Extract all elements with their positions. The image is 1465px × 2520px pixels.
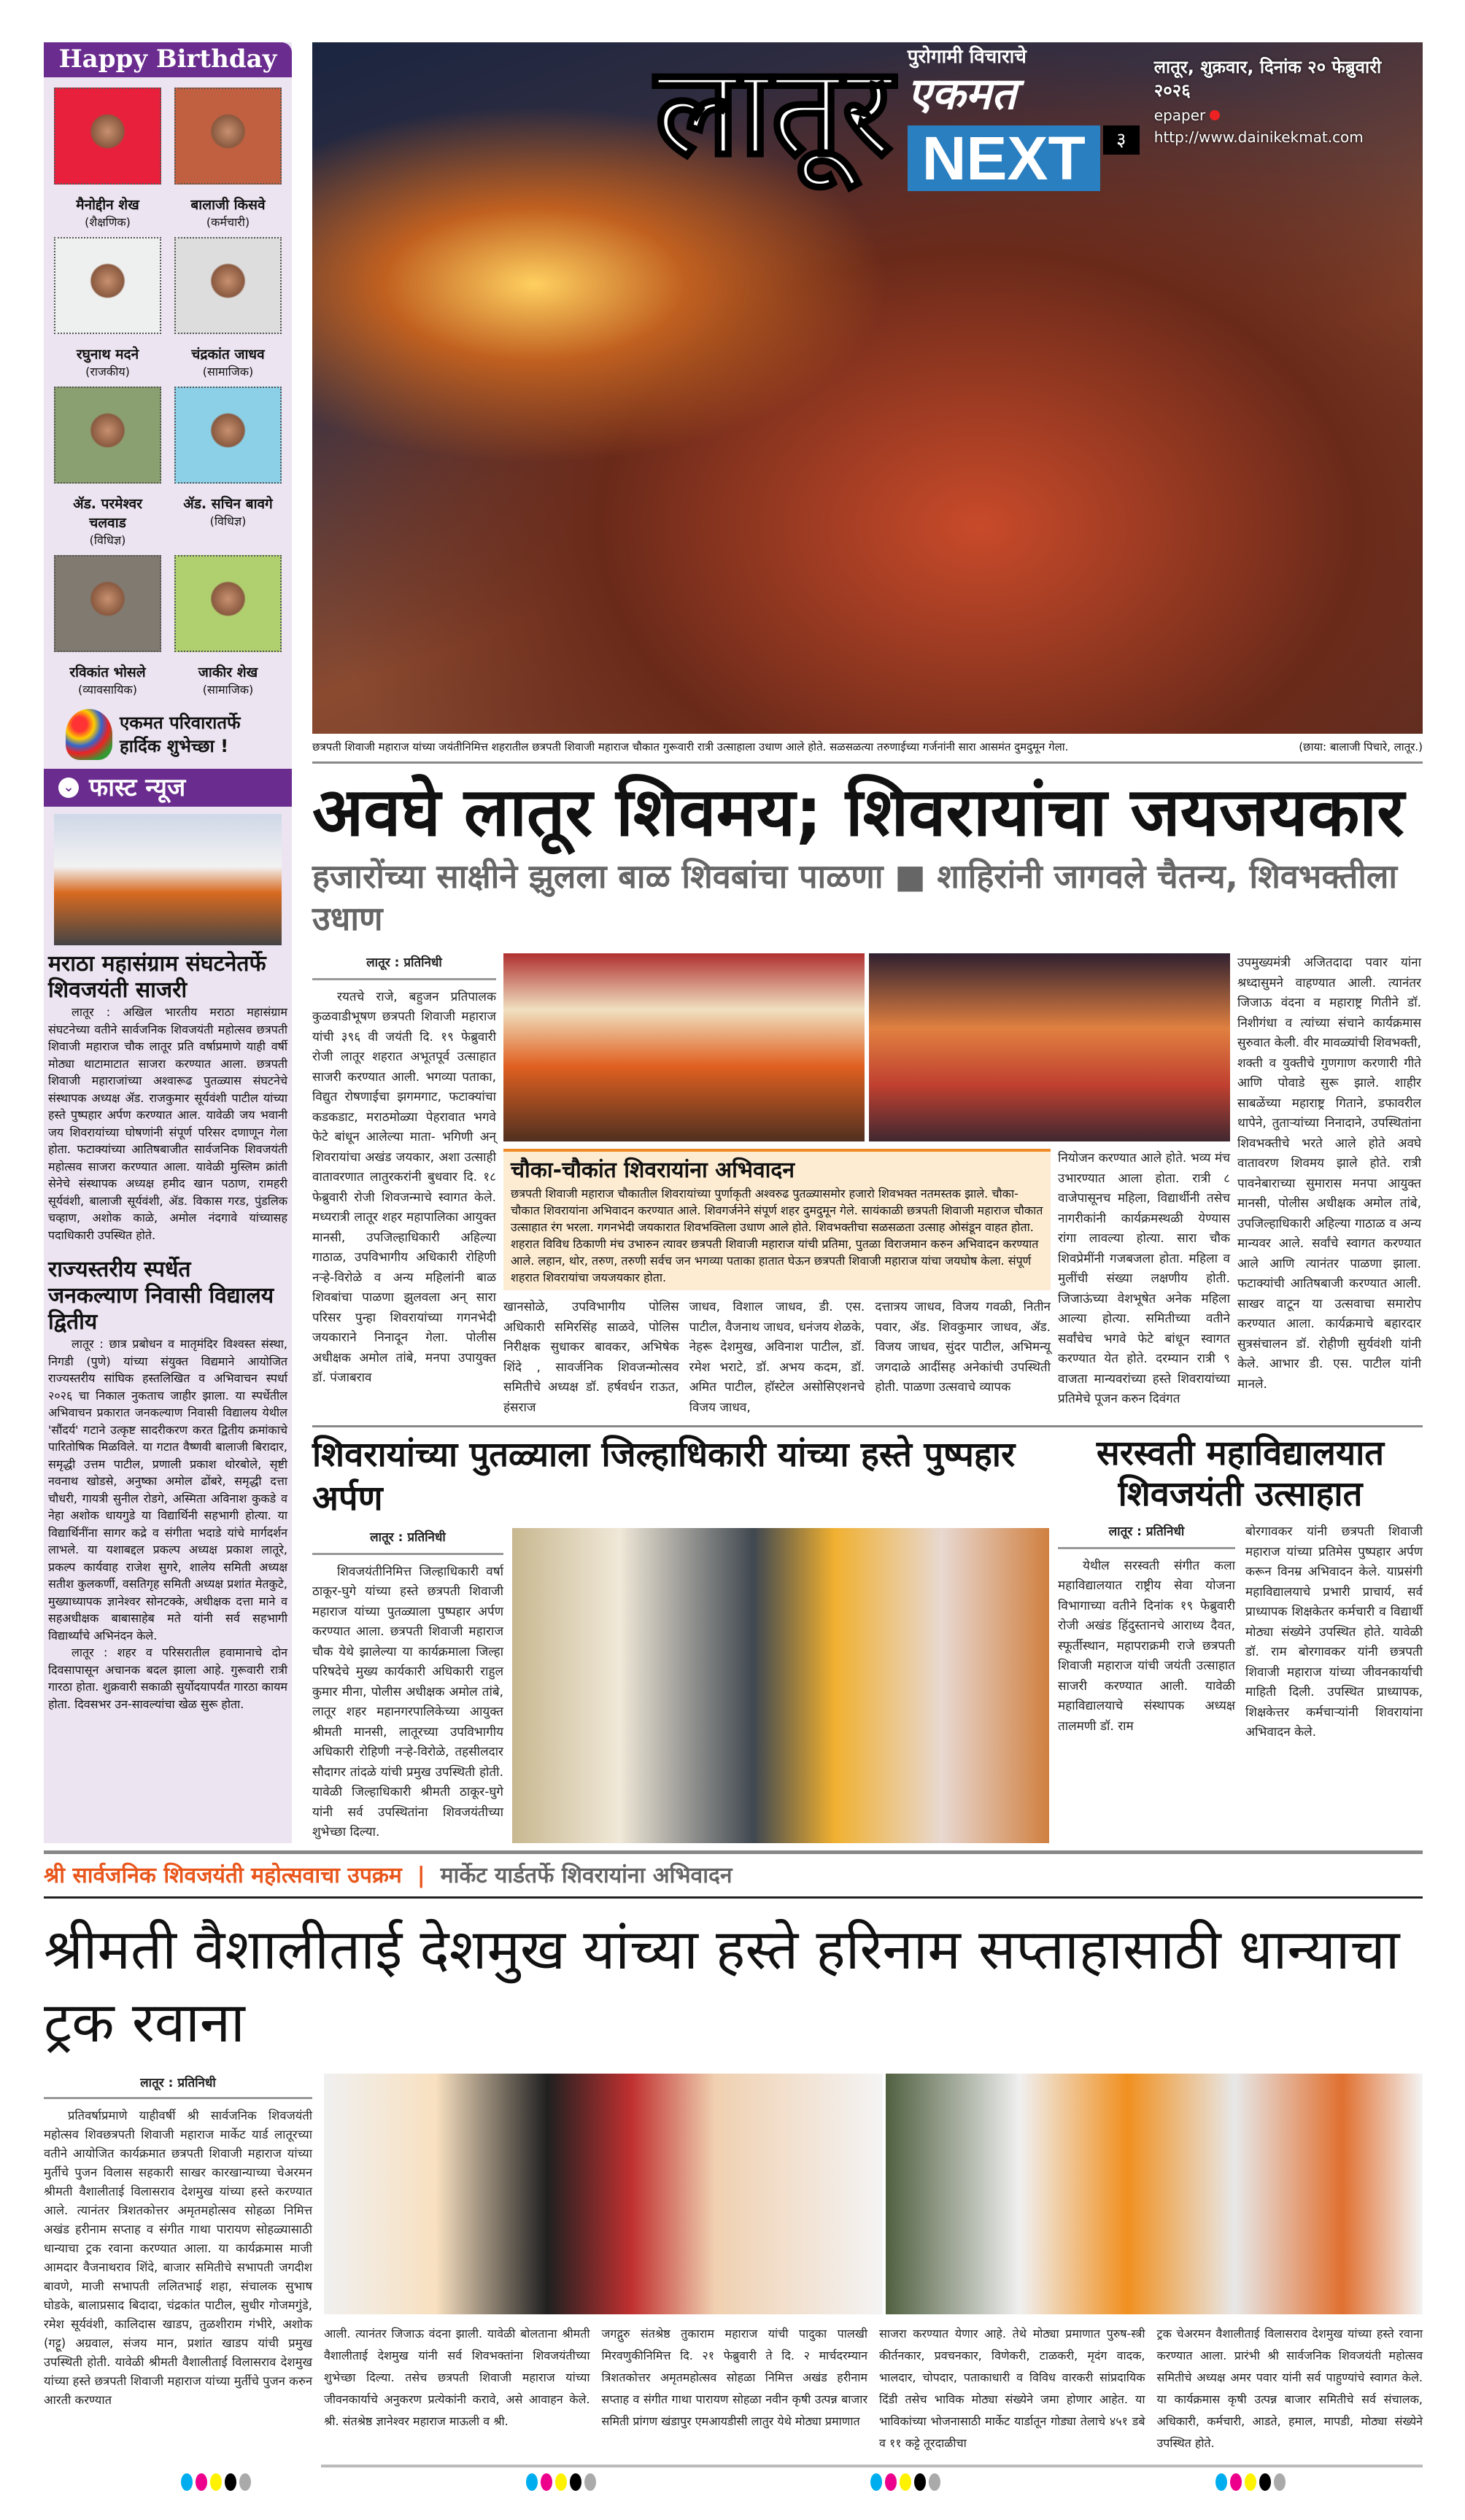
- wish-line2: हार्दिक शुभेच्छा !: [120, 736, 229, 756]
- register-dot: [1259, 2473, 1271, 2491]
- lead-caption: छत्रपती शिवाजी महाराज यांच्या जयंतीनिमित्त शहरातील छत्रपती शिवाजी महाराज चौकात गुरूवारी रात्री उत्साहाला उधाण आले होते. सळसळत्या तरुणाईच्या गर्जनांनी सारा आसमंत दुमदुमून गेला.: [312, 740, 1069, 753]
- masthead-tagline: पुरोगामी विचाराचे: [907, 46, 1027, 68]
- register-dot: [900, 2473, 911, 2491]
- kicker: श्री सार्वजनिक शिवजयंती महोत्सवाचा उपक्रम | मार्केट यार्डतर्फे शिवरायांना अभिवादन: [44, 1862, 732, 1888]
- register-dot: [210, 2473, 222, 2491]
- register-dot: [584, 2473, 596, 2491]
- person-role: (कर्मचारी): [206, 215, 250, 229]
- collector-headline: शिवरायांच्या पुतळ्याला जिल्हाधिकारी यांच्या हस्ते पुष्पहार अर्पण: [312, 1435, 1016, 1519]
- fast-news-header: [44, 769, 292, 807]
- saraswati-body: बोरगावकर यांनी छत्रपती शिवाजी महाराज यांच्या प्रतिमेस पुष्पहार अर्पण करून विनम्र अभिवादन केले. याप्रसंगी महाविद्यालयाचे प्रभारी प्राचार्य, सर्व प्राध्यापक शिक्षकेतर कर्मचारी व विद्यार्थी मोठ्या संख्येने उपस्थित होते. यावेळी डॉ. राम बोरगावकर यांनी छत्रपती शिवाजी महाराज यांच्या जीवनकार्याची माहिती दिली. उपस्थित प्राध्यापक, शिक्षकेत्तर कर्मचाऱ्यांनी शिवरायांना अभिवादन केले.: [1245, 1524, 1423, 1740]
- person-name: जाकीर शेख: [198, 664, 258, 681]
- person-photo: [54, 88, 161, 185]
- sidebar-box: [503, 1149, 1051, 1290]
- person-role: (राजकीय): [85, 365, 130, 379]
- bottom-body: प्रतिवर्षाप्रमाणे याहीवर्षी श्री सार्वजनिक शिवजयंती महोत्सव शिवछत्रपती शिवाजी महाराज मार्केट यार्ड लातूरच्या वतीने आयोजित कार्यक्रमात छत्रपती शिवाजी महाराज यांच्या मुर्तीचे पुजन विलास सहकारी साखर कारखान्याच्या चेअरमन श्रीमती वैशालीताई विलासराव देशमुख यांच्या हस्ते करण्यात आले. त्यानंतर त्रिशतकोत्तर अमृतमहोत्सव सोहळा निमित्त अखंड हरीनाम सप्ताह व संगीत गाथा पारायण सोहळ्यासाठी धान्याचा ट्रक रवाना करण्यात आला. या कार्यक्रमास माजी आमदार वैजनाथराव शिंदे, बाजार समितीचे सभापती जगदीश बावणे, माजी सभापती ललितभाई शहा, संचालक सुभाष घोडके, बालाप्रसाद बिदादा, चंद्रकांत पाटील, सुधीर गोजमगुंडे, रमेश सूर्यवंशी, कालिदास खाडप, तुळशीराम गंभीरे, अशोक (गट्टू) अग्रवाल, संजय मान, प्रशांत खाडप यांची प्रमुख उपस्थिती होती. यावेळी श्रीमती वैशालीताई विलासराव देशमुख यांच्या हस्ते छत्रपती शिवाजी महाराज यांच्या मुर्तीचे पुजन करुन आरती करण्यात: [44, 2108, 312, 2407]
- birthday-person: [174, 88, 282, 237]
- register-dot: [1215, 2473, 1227, 2491]
- lead-body: रयतचे राजे, बहुजन प्रतिपालक कुळवाडीभूषण छत्रपती शिवाजी महाराज यांची ३९६ वी जयंती दि. १९ फेब्रुवारी रोजी लातूर शहरात अभूतपूर्व उत्साहात साजरी करण्यात आली. भगव्या पताका, विद्युत रोषणाईचा झगमगाट, फटाक्यांचा कडकडाट, मराठमोळ्या पेहरावात भगवे फेटे बांधून आलेल्या माता- भगिणी अन् शिवरायांचा अखंड जयकार, अशा उत्साही वातावरणात लातुरकरांनी बुधवार दि. १८ फेब्रुवारी रोजी शिवजन्माचे स्वागत केले. मध्यरात्री लातूर शहर महापालिका आयुक्त मानसी, उपजिल्हाधिकारी अहिल्या गाठाळ, उपविभागीय अधिकारी रोहिणी नऱ्हे-विरोळे व अन्य महिलांनी बाळ शिवबांचा पाळणा झुलवला अन् सारा परिसर पुन्हा शिवरायांच्या गगनभेदी जयकाराने निनादून गेला. पोलीस अधीक्षक अमोल तांबे, मनपा उपायुक्त डॉ. पंजाबराव: [312, 989, 496, 1385]
- person-name: बालाजी किसवे: [190, 197, 266, 213]
- register-dot: [225, 2473, 236, 2491]
- photo-credit: (छाया: बालाजी पिचारे, लातूर.): [1299, 740, 1423, 753]
- register-dot: [555, 2473, 567, 2491]
- register-dot: [1274, 2473, 1286, 2491]
- bottom-headline: श्रीमती वैशालीताई देशमुख यांच्या हस्ते हरिनाम सप्ताहासाठी धान्याचा ट्रक रवाना: [44, 1916, 1400, 2055]
- dateline: लातूर : प्रतिनिधी: [312, 953, 496, 980]
- box-title: चौका-चौकांत शिवरायांना अभिवादन: [511, 1158, 795, 1183]
- register-dot: [570, 2473, 581, 2491]
- divider: [312, 1425, 1423, 1427]
- masthead-city: लातूर: [655, 39, 893, 184]
- birthday-person: [54, 555, 161, 705]
- lead-subhead: हजारोंच्या साक्षीने झुलला बाळ शिवबांचा पाळणा ■ शाहिरांनी जागवले चैतन्य, शिवभक्तीला उधाण: [312, 857, 1398, 938]
- fast-news-label: फास्ट न्यूज: [89, 773, 186, 802]
- sidebar-article-title: राज्यस्तरीय स्पर्धेत जनकल्याण निवासी विद्यालय द्वितीय: [48, 1257, 274, 1335]
- box-body: छत्रपती शिवाजी महाराज चौकातील शिवरायांच्या पुर्णाकृती अश्वरुढ पुतळ्यासमोर हजारो शिवभक्त नतमस्तक झाले. चौका-चौकात शिवरायांना अभिवादन करण्यात आले. शिवगर्जनेने संपूर्ण शहर दुमदुमून गेले. सायंकाळी छत्रपती शिवाजी महाराज चौकात उत्साहात रंग भरला. गगनभेदी जयकारात शिवभक्तिला उधाण आले होते. शिवभक्तीचा सळसळता उत्साह ओसंडून वाहत होता. शहरात विविध ठिकाणी मंच उभारुन त्यावर छत्रपती शिवाजी महाराज यांची प्रतिमा, पुतळा विराजमान करुन अभिवादन करण्यात आले. लहान, थोर, तरुण, तरुणी सर्वच जन भगव्या पताका हातात घेऊन छत्रपती शिवाजी महाराज यांचा जयघोष केला. संपूर्ण शहरात शिवरायांचा जयजयकार होता.: [511, 1187, 1043, 1284]
- saraswati-headline: सरस्वती महाविद्यालयात शिवजयंती उत्साहात: [1096, 1433, 1385, 1514]
- register-dot: [526, 2473, 538, 2491]
- person-photo: [54, 237, 161, 334]
- birthday-person: [174, 555, 282, 705]
- register-dot: [196, 2473, 207, 2491]
- lead-body: खानसोळे, उपविभागीय पोलिस अधिकारी समिरसिंह साळवे, पोलिस निरीक्षक सुधाकर बावकर, अभिषेक शिंदे , सावर्जनिक शिवजन्मोत्सव समितीचे अध्यक्ष डॉ. हर्षवर्धन राऊत, हंसराज: [503, 1300, 679, 1415]
- dateline: लातूर : प्रतिनिधी: [312, 1528, 503, 1555]
- masthead: [655, 39, 1415, 193]
- person-role: (शैक्षणिक): [85, 215, 131, 229]
- epaper-url[interactable]: http://www.dainikekmat.com: [1153, 128, 1364, 146]
- cursor-arrow-icon: [1210, 110, 1220, 120]
- kicker-main: श्री सार्वजनिक शिवजयंती महोत्सवाचा उपक्रम: [44, 1862, 402, 1888]
- dateline: लातूर : प्रतिनिधी: [44, 2074, 312, 2099]
- bottom-body: साजरा करण्यात येणार आहे. तेथे मोठ्या प्रमाणात पुरुष-स्त्री कीर्तनकार, प्रवचनकार, विणेकरी, टाळकरी, मृदंग वादक, भालदार, चोपदार, पताकाधारी व विविध वारकरी सांप्रदायिक दिंडी तसेच भाविक मोठ्या संख्येने जमा होणार आहेत. या भाविकांच्या भोजनासाठी मार्केट यार्डातून गोड्या तेलाचे ४५१ डबे व ११ कट्टे तूरदाळीचा: [879, 2326, 1145, 2450]
- saraswati-body: येथील सरस्वती संगीत कला महाविद्यालयात राष्ट्रीय सेवा योजना विभागाच्या वतीने दिनांक १९ फेब्रुवारी रोजी अखंड हिंदुस्तानचे आराध्य दैवत, स्फूर्तीस्थान, महापराक्रमी राजे छत्रपती शिवाजी महाराज यांची जयंती उत्साहात साजरी करण्यात आली. यावेळी महाविद्यालयाचे संस्थापक अध्यक्ष तालमणी डॉ. राम: [1058, 1558, 1235, 1734]
- divider: [312, 761, 1423, 764]
- birthday-grid: [44, 77, 292, 705]
- masthead-logo: एकमत: [907, 69, 1017, 120]
- chevron-down-icon: ⌄: [58, 778, 79, 798]
- person-name: ॲड. सचिन बावगे: [183, 496, 273, 512]
- lead-article: [312, 953, 1423, 1418]
- lead-body: नियोजन करण्यात आले होते. भव्य मंच उभारण्यात आला होता. रात्री ८ वाजेपासूनच महिला, विद्यार्थीनी तसेच नागरीकांनी कार्यक्रमस्थळी येण्यास रांगा लावल्या होत्या. सारा चौक शिवप्रेमींनी गजबजला होता. महिला व मुलींची संख्या लक्षणीय होती. जिजाऊंच्या वेशभूषेत अनेक महिला आल्या होत्या. समितीच्या वतीने सर्वांचेच भगवे फेटे बांधून स्वागत करण्यात येत होते. दरम्यान रात्री ९ वाजता मान्यवरांच्या हस्ते शिवरायांच्या प्रतिमेचे पूजन करुन दिवंगत: [1058, 1151, 1230, 1406]
- register-dot: [1230, 2473, 1242, 2491]
- register-dot: [1245, 2473, 1256, 2491]
- truck-flagoff-photo: [886, 2074, 1423, 2314]
- epaper-label: epaper: [1153, 106, 1206, 124]
- kicker-sub: मार्केट यार्डतर्फे शिवरायांना अभिवादन: [440, 1862, 732, 1888]
- person-photo: [174, 387, 282, 484]
- birthday-title: Happy Birthday: [44, 42, 292, 77]
- color-register-marks: [526, 2473, 596, 2491]
- person-photo: [54, 387, 161, 484]
- lead-headline: अवघे लातूर शिवमय; शिवरायांचा जयजयकार: [312, 773, 1404, 851]
- edition-logo: NEXT: [908, 125, 1100, 191]
- birthday-person: [174, 387, 282, 555]
- sidebar-article-title: मराठा महासंग्राम संघटनेतर्फे शिवजयंती साजरी: [48, 951, 266, 1003]
- person-photo: [174, 88, 282, 185]
- crowd-photo: [869, 953, 1230, 1141]
- lead-caption-row: [312, 740, 1423, 754]
- birthday-wish: [44, 705, 292, 760]
- sidebar-article-body: लातूर : शहर व परिसरातील हवामानाचे दोन दिवसापासून अचानक बदल झाला आहे. गुरूवारी रात्री गारठा होता. शुक्रवारी सकाळी सुर्योदयापर्यंत गारठा कायम होता. दिवसभर उन-सावल्यांचा खेळ सुरू होता.: [48, 1645, 287, 1711]
- lead-photo-crowd: [312, 39, 1423, 734]
- person-role: (व्यावसायिक): [78, 683, 137, 697]
- dateline: लातूर : प्रतिनिधी: [1058, 1522, 1235, 1549]
- birthday-person: [54, 237, 161, 387]
- collector-body: शिवजयंतीनिमित्त जिल्हाधिकारी वर्षा ठाकूर-घुगे यांच्या हस्ते छत्रपती शिवाजी महाराज यांच्या पुतळ्याला पुष्पहार अर्पण करण्यात आला. छत्रपती शिवाजी महाराज चौक येथे झालेल्या या कार्यक्रमाला जिल्हा परिषदेचे मुख्य कार्यकारी अधिकारी राहुल कुमार मीना, पोलीस अधीक्षक अमोल तांबे, लातूर शहर महानगरपालिकेच्या आयुक्त श्रीमती मानसी, लातूरच्या उपविभागीय अधिकारी रोहिणी नऱ्हे-विरोळे, तहसीलदार सौदागर तांदळे यांची प्रमुख उपस्थिती होती. यावेळी जिल्हाधिकारी श्रीमती ठाकूर-घुगे यांनी सर्व उपस्थितांना शिवजयंतीच्या शुभेच्छा दिल्या.: [312, 1564, 503, 1839]
- register-dot: [239, 2473, 251, 2491]
- register-dot: [885, 2473, 897, 2491]
- divider: [44, 1896, 1423, 1899]
- register-dot: [914, 2473, 926, 2491]
- person-role: (विधिज्ञ): [89, 533, 126, 547]
- person-name: रविकांत भोसले: [69, 664, 146, 681]
- person-role: (सामाजिक): [202, 683, 254, 697]
- bottom-body: जगद्गुरु संतश्रेष्ठ तुकाराम महाराज यांची पादुका पालखी मिरवणुकीनिमित्त दि. २१ फेब्रुवारी ते दि. २ मार्चदरम्यान त्रिशतकोत्तर अमृतमहोत्सव सोहळा निमित्त अखंड हरीनाम सप्ताह व संगीत गाथा पारायण सोहळा नवीन कृषी उत्पन्न बाजार समिती प्रांगण खंडापुर एमआयडीसी लातुर येथे मोठ्या प्रमाणात: [601, 2326, 867, 2428]
- birthday-person: [174, 237, 282, 387]
- person-photo: [174, 555, 282, 652]
- person-name: मैनोद्दीन शेख: [76, 197, 139, 213]
- lead-body: जाधव, विशाल जाधव, डी. एस. पाटील, वैजनाथ जाधव, धनंजय शेळके, नेहरू देशमुख, अविनाश पाटील, डॉ. रमेश भराटे, डॉ. अभय कदम, डॉ. अमित पाटील, हॉस्टेल असोसिएशनचे विजय जाधव,: [689, 1300, 865, 1415]
- sidebar-article-body: लातूर : अखिल भारतीय मराठा महासंग्राम संघटनेच्या वतीने सार्वजनिक शिवजयंती महोत्सव छत्रपती शिवाजी महाराज चौक लातूर प्रति वर्षाप्रमाणे याही वर्षी मोठ्या थाटामाटात साजरा करण्यात आला. छत्रपती शिवाजी महाराजांच्या अश्वारूढ पुतळ्यास संघटनेचे संस्थापक अध्यक्ष ॲड. राजकुमार सूर्यवंशी पाटील यांच्या हस्ते पुष्पहार अर्पण करण्यात आल. यावेळी जय भवानी जय शिवरायांच्या घोषणांनी संपूर्ण परिसर दणाणून गेला होता. फटाक्यांच्या आतिषबाजीत सार्वजनिक शिवजयंती महोत्सव साजरा करण्यात आला. यावेळी मुस्लिम क्रांती सेनेचे संस्थापक अध्यक्ष हमीद खान पठाण, रामहरी सूर्यवंशी, बालाजी सूर्यवंशी, ॲड. विकास गरड, पुंडलिक चव्हाण, अशोक काळे, अमोल नंदगावे यांच्यासह पदाधिकारी उपस्थित होते.: [48, 1005, 287, 1242]
- cradle-ceremony-photo: [503, 953, 865, 1141]
- divider: [44, 1850, 1423, 1854]
- register-dot: [181, 2473, 193, 2491]
- flower-bouquet-icon: [66, 709, 112, 760]
- wish-line1: एकमत परिवारातर्फे: [120, 713, 241, 733]
- register-dot: [541, 2473, 552, 2491]
- bottom-body: ट्रक चेअरमन वैशालीताई विलासराव देशमुख यांच्या हस्ते रवाना करण्यात आला. प्रारंभी श्री सार्वजनिक शिवजयंती महोत्सव समितीचे अध्यक्ष अमर पवार यांनी सर्व पाहुण्यांचे स्वागत केले. या कार्यक्रमास कृषी उत्पन्न बाजार समितीचे सर्व संचालक, अधिकारी, कर्मचारी, आडते, हमाल, मापडी, मोठ्या संख्येने उपस्थित होते.: [1156, 2326, 1423, 2450]
- register-dot: [870, 2473, 882, 2491]
- bottom-section: [44, 1850, 1423, 2520]
- sidebar: [44, 42, 292, 1843]
- main-column: [312, 39, 1423, 1843]
- person-role: (विधिज्ञ): [209, 514, 247, 528]
- sidebar-article-body: लातूर : छात्र प्रबोधन व मातृमंदिर विश्वस्त संस्था, निगडी (पुणे) यांच्या संयुक्त विद्यमाने आयोजित राज्यस्तरीय सांघिक हस्तलिखित व अभिवाचन स्पर्धा २०२६ चा निकाल नुकताच जाहीर झाला. या स्पर्धेतील अभिवाचन प्रकारात जनकल्याण निवासी विद्यालय येथील 'सौंदर्य' गटाने उत्कृष्ट सादरीकरण करत द्वितीय क्रमांकाचे पारितोषिक मिळविले. या गटात वैष्णवी बालाजी बिरादार, समृद्धी उत्तम पाटील, प्रणाली प्रकाश थोरबोले, सृष्टी नवनाथ खोडसे, अनुष्का अमोल ढोंबरे, समृद्धी दत्ता चौधरी, गायत्री सुनील रोडगे, अस्मिता अविनाश कुकडे व नेहा अशोक धायगुडे या विद्यार्थिनी सहभागी होत्या. या विद्यार्थिनींना सागर कद्रे व संगीता भदाडे यांचे मार्गदर्शन लाभले. या यशाबद्दल प्रकल्प अध्यक्ष प्रकाश लातूरे, प्रकल्प कार्यवाह राजेश सुगरे, शालेय समिती अध्यक्ष सतीश कुलकर्णी, वसतिगृह समिती अध्यक्ष प्रशांत मेतकुटे, मुख्याध्यापक ज्ञानेश्वर सोनटक्के, अधीक्षक दत्ता माने व सहअधीक्षक बाबासाहेब मते यांनी सर्व सहभागी विद्यार्थ्यांचे अभिनंदन केले.: [48, 1337, 287, 1643]
- person-name: ॲड. परमेश्वर चलवाड: [73, 496, 142, 531]
- upper-section: [44, 39, 1423, 1843]
- color-register-marks: [181, 2473, 251, 2491]
- birthday-person: [54, 387, 161, 555]
- birthday-person: [54, 88, 161, 237]
- bottom-body: आली. त्यानंतर जिजाऊ वंदना झाली. यावेळी बोलताना श्रीमती वैशालीताई देशमुख यांनी सर्व शिवभक्तांना शिवजयंतीच्या शुभेच्छा दिल्या. तसेच छत्रपती शिवाजी महाराज यांच्या जीवनकार्याचे अनुकरण प्रत्येकांनी करावे, असे आवाहन केले. श्री. संतश्रेष्ठ ज्ञानेश्वर महाराज माऊली व श्री.: [324, 2326, 590, 2428]
- person-name: चंद्रकांत जाधव: [191, 346, 265, 363]
- fast-news-photo: [54, 814, 282, 945]
- worship-photo: [324, 2074, 883, 2314]
- lead-body: उपमुख्यमंत्री अजितदादा पवार यांना श्रध्दासुमने वाहण्यात आली. त्यानंतर जिजाऊ वंदना व महाराष्ट्र गितीने डॉ. निशीगंधा व त्यांच्या संचाने कार्यक्रमास सुरुवात केली. वीर मावळ्यांची शिवभक्ती, शक्ती व युक्तीचे गुणगाण करणारी गीते आणि पोवाडे सुरू झाले. शाहीर साबळेंच्या महाराष्ट्र गिताने, डफावरील थापेने, तुताऱ्यांच्या निनादाने, उपस्थितांना शिवभक्तीचे भरते आले होते अवघे वातावरण शिवमय झाले होते. रात्री पावनेबाराच्या सुमारास मनपा आयुक्त मानसी, पोलीस अधीक्षक अमोल तांबे, उपजिल्हाधिकारी अहिल्या गाठाळ व अन्य मान्यवर आले. सर्वांचे स्वागत करण्यात आले आणि त्यानंतर पाळणा झाला. फटाक्यांची आतिषबाजी करण्यात आली. साखर वाटून या उत्सवाचा समारोप करण्यात आला. कार्यक्रमाचे बहारदार सुत्रसंचालन डॉ. रोहीणी सुर्यवंशी यांनी केले. आभार डी. एस. पाटील यांनी मानले.: [1237, 955, 1421, 1392]
- page-number: ३: [1103, 125, 1140, 155]
- lead-body: दत्तात्रय जाधव, विजय गवळी, नितीन पवार, ॲड. शिवकुमार जाधव, ॲड. विजय जाधव, सुंदर पाटील, अभिमन्यू जगदाळे आदींसह अनेकांची उपस्थिती होती. पाळणा उत्सवाचे व्यापक: [875, 1300, 1051, 1395]
- person-photo: [174, 237, 282, 334]
- statue-garland-photo: [512, 1528, 1049, 1843]
- register-row: [44, 2467, 1423, 2520]
- person-role: (सामाजिक): [202, 365, 254, 379]
- person-photo: [54, 555, 161, 652]
- color-register-marks: [870, 2473, 940, 2491]
- masthead-date: लातूर, शुक्रवार, दिनांक २० फेब्रुवारी २०२६: [1153, 57, 1382, 101]
- color-register-marks: [1215, 2473, 1286, 2491]
- register-dot: [929, 2473, 940, 2491]
- person-name: रघुनाथ मदने: [76, 346, 139, 363]
